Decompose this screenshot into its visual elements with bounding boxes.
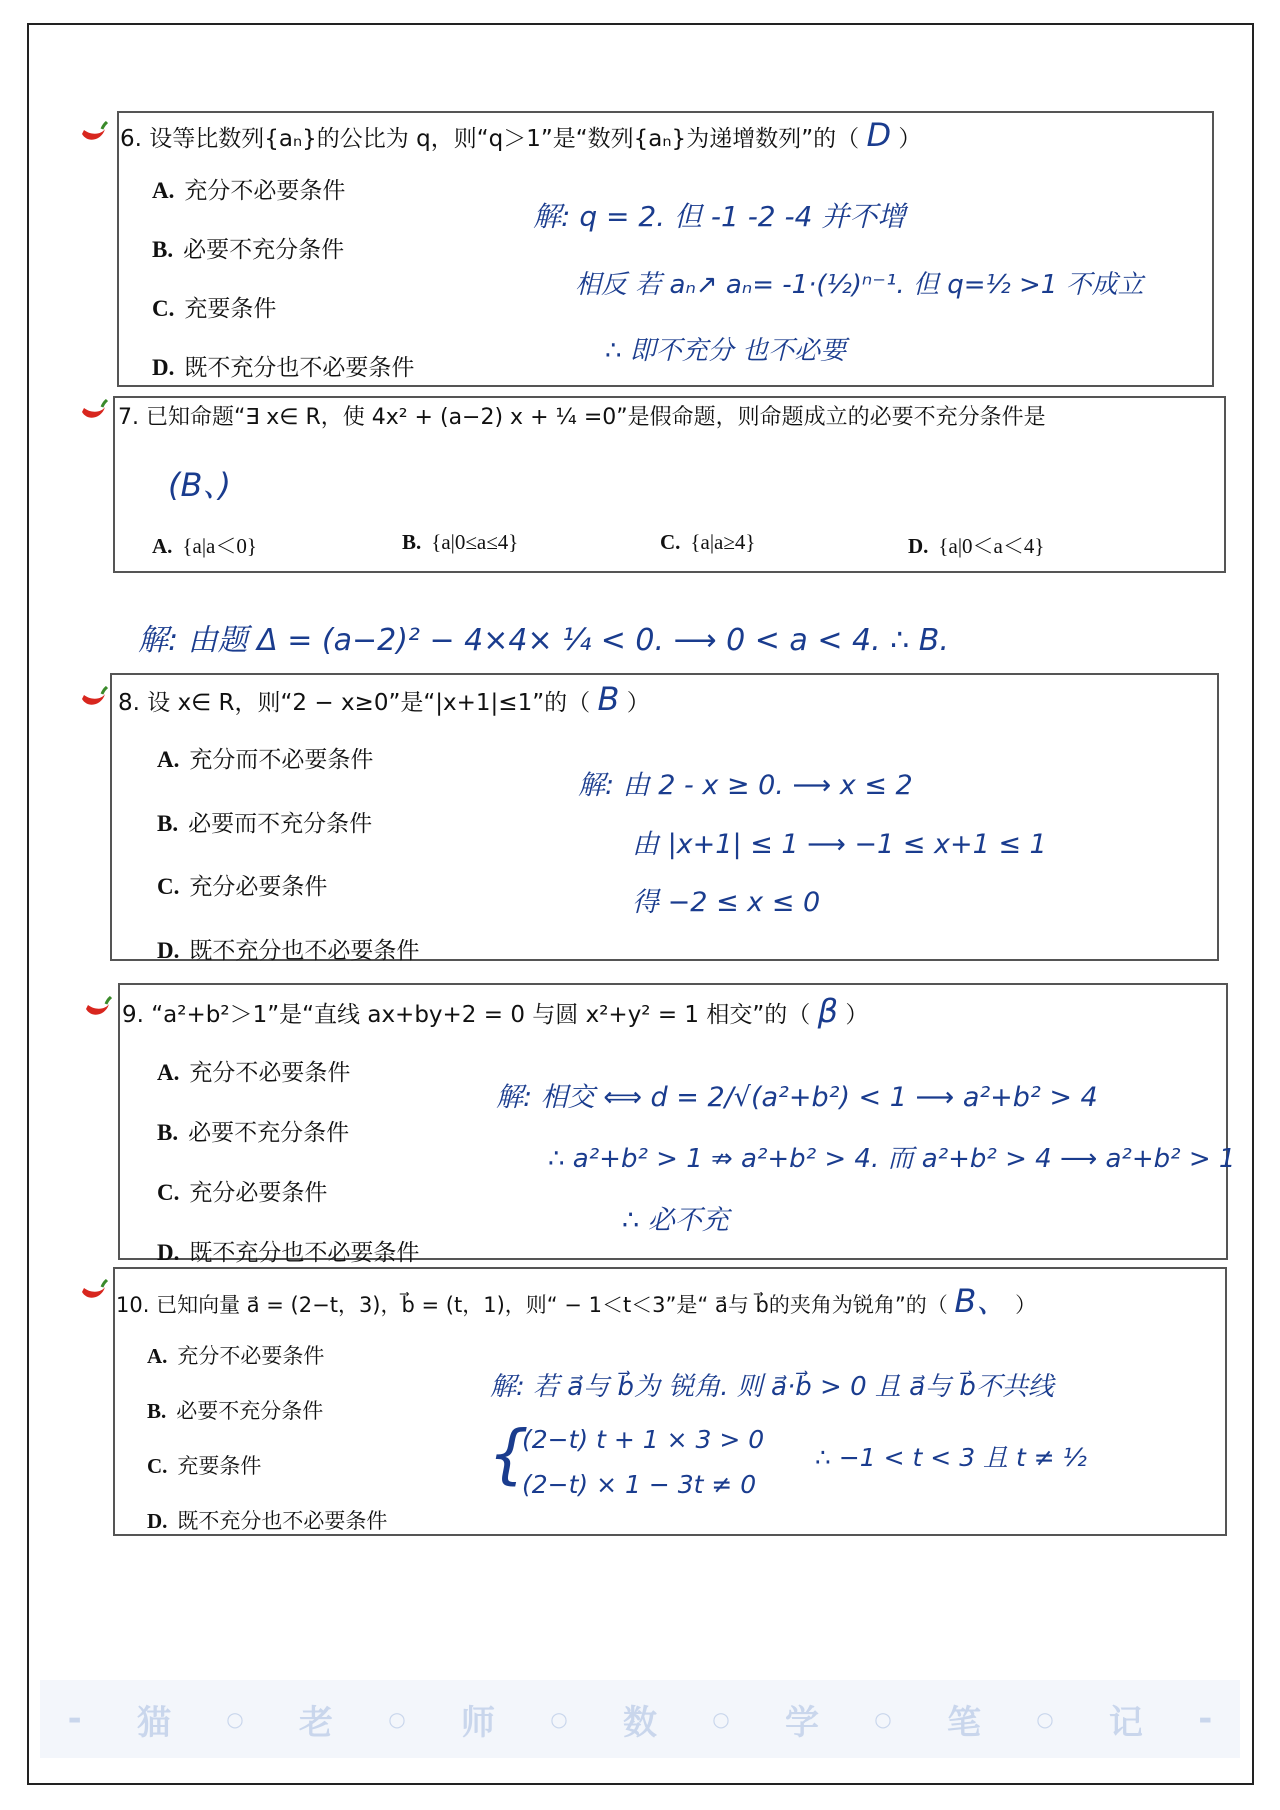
- chili-pepper-icon: [78, 398, 108, 422]
- option-label: B.: [152, 237, 174, 262]
- watermark-band: [40, 1680, 1240, 1758]
- option-b: [157, 805, 372, 838]
- watermark-char: ○: [1036, 1707, 1054, 1731]
- option-label: B.: [402, 530, 422, 554]
- close-paren: ）: [845, 1002, 869, 1028]
- watermark-char: 猫: [137, 1702, 172, 1743]
- option-c: [147, 1450, 261, 1480]
- close-paren: ）: [898, 126, 922, 152]
- handwritten-solution-line: (2−t) × 1 − 3t ≠ 0: [522, 1470, 757, 1499]
- question-8-stem: [118, 680, 650, 718]
- option-label: D.: [147, 1509, 168, 1533]
- option-text: {a|a≥4}: [690, 530, 756, 554]
- option-label: D.: [908, 534, 929, 558]
- option-label: A.: [152, 178, 175, 203]
- handwritten-answer: (B、): [168, 466, 231, 504]
- question-stem-text: 8. 设 x∈ R，则“2 − x≥0”是“|x+1|≤1”的（: [118, 690, 591, 716]
- chili-pepper-icon: [78, 120, 108, 144]
- option-d: [152, 349, 414, 382]
- option-text: 充分而不必要条件: [189, 747, 374, 773]
- option-label: B.: [157, 811, 179, 836]
- option-text: {a|a＜0}: [182, 534, 257, 558]
- handwritten-solution-line: 解: 由题 Δ = (a−2)² − 4×4× ¼ < 0. ⟶ 0 < a < 4. ∴ B.: [138, 623, 949, 658]
- option-text: 充分不必要条件: [184, 178, 346, 204]
- handwritten-answer: β: [817, 992, 839, 1030]
- handwritten-answer: D: [866, 116, 892, 154]
- handwritten-solution-line: 解: 由 2 - x ≥ 0. ⟶ x ≤ 2: [578, 770, 913, 801]
- option-text: 充要条件: [184, 296, 277, 322]
- option-a: [152, 172, 345, 205]
- option-text: 既不充分也不必要条件: [184, 355, 415, 381]
- option-label: C.: [147, 1454, 168, 1478]
- option-a: [157, 1054, 350, 1087]
- option-text: 必要而不充分条件: [188, 811, 373, 837]
- option-text: 充分不必要条件: [189, 1060, 351, 1086]
- option-c: [152, 290, 276, 323]
- option-text: 必要不充分条件: [176, 1399, 324, 1423]
- option-text: 既不充分也不必要条件: [189, 938, 420, 964]
- handwritten-solution-line: 相反 若 aₙ↗ aₙ= -1·(½)ⁿ⁻¹. 但 q=½ >1 不成立: [575, 270, 1144, 300]
- question-10-stem: [116, 1276, 1036, 1322]
- option-text: 充要条件: [177, 1454, 262, 1478]
- option-label: D.: [157, 1240, 180, 1265]
- option-b: [402, 530, 518, 555]
- watermark-char: ○: [226, 1707, 244, 1731]
- option-b: [157, 1114, 349, 1147]
- handwritten-solution-line: ∴ 必不充: [622, 1205, 729, 1236]
- question-stem-text: 9. “a²+b²＞1”是“直线 ax+by+2 = 0 与圆 x²+y² = 1 相交”的（: [122, 1002, 811, 1028]
- question-stem-text: 6. 设等比数列{aₙ}的公比为 q，则“q＞1”是“数列{aₙ}为递增数列”的（: [120, 126, 860, 152]
- question-7-stem: 7. 已知命题“∃ x∈ R，使 4x² + (a−2) x + ¼ =0”是假命题，则命题成立的必要不充分条件是: [118, 405, 1046, 430]
- option-a: [152, 530, 257, 560]
- handwritten-solution-line: ∴ a²+b² > 1 ⇏ a²+b² > 4. 而 a²+b² > 4 ⟶ a²+b² > 1: [548, 1144, 1236, 1174]
- option-d: [157, 1234, 419, 1267]
- option-label: A.: [157, 747, 180, 772]
- option-c: [660, 530, 755, 555]
- watermark-char: -: [67, 1699, 82, 1739]
- watermark-char: 学: [784, 1702, 819, 1743]
- watermark-char: ○: [388, 1707, 406, 1731]
- option-label: B.: [147, 1399, 167, 1423]
- option-label: C.: [152, 296, 175, 321]
- watermark-char: 记: [1108, 1702, 1143, 1743]
- option-text: 充分必要条件: [189, 1180, 328, 1206]
- option-text: 既不充分也不必要条件: [189, 1240, 420, 1266]
- handwritten-solution-line: 解: 相交 ⟺ d = 2/√(a²+b²) < 1 ⟶ a²+b² > 4: [496, 1082, 1098, 1113]
- option-label: D.: [157, 938, 180, 963]
- option-label: D.: [152, 355, 175, 380]
- option-d: [908, 530, 1044, 560]
- question-stem-text: 10. 已知向量 a⃗ = (2−t，3)，b⃗ = (t，1)，则“ − 1＜t＜3”是“ a⃗与 b⃗的夹角为锐角”的（: [116, 1293, 948, 1317]
- option-b: [152, 231, 344, 264]
- option-text: {a|0≤a≤4}: [431, 530, 519, 554]
- option-text: 既不充分也不必要条件: [177, 1509, 388, 1533]
- option-text: 充分不必要条件: [177, 1344, 325, 1368]
- watermark-char: ○: [550, 1707, 568, 1731]
- option-b: [147, 1395, 323, 1425]
- option-a: [157, 741, 373, 774]
- handwritten-brace: {: [488, 1418, 529, 1492]
- option-label: C.: [157, 874, 180, 899]
- option-c: [157, 1174, 327, 1207]
- option-label: C.: [157, 1180, 180, 1205]
- handwritten-solution-line: 得 −2 ≤ x ≤ 0: [632, 887, 821, 918]
- handwritten-solution-line: 解: 若 a⃗与 b⃗为 锐角. 则 a⃗·b⃗ > 0 且 a⃗与 b⃗不共线: [490, 1372, 1054, 1402]
- option-text: 充分必要条件: [189, 874, 328, 900]
- question-9-stem: [122, 992, 868, 1030]
- watermark-char: 笔: [946, 1702, 981, 1743]
- watermark-char: 老: [299, 1702, 333, 1743]
- option-d: [147, 1505, 387, 1535]
- watermark-char: -: [1198, 1699, 1213, 1739]
- option-text: 必要不充分条件: [183, 237, 345, 263]
- option-a: [147, 1340, 324, 1370]
- handwritten-solution-line: (2−t) t + 1 × 3 > 0: [522, 1425, 765, 1454]
- close-paren: ）: [626, 690, 650, 716]
- chili-pepper-icon: [78, 685, 108, 709]
- chili-pepper-icon: [78, 1278, 108, 1302]
- handwritten-answer: B: [597, 680, 620, 718]
- option-label: A.: [157, 1060, 180, 1085]
- watermark-char: 数: [622, 1702, 657, 1743]
- option-d: [157, 932, 419, 965]
- watermark-char: ○: [874, 1707, 892, 1731]
- option-c: [157, 868, 327, 901]
- handwritten-answer: B、: [954, 1282, 1009, 1320]
- handwritten-solution-line: 解: q = 2. 但 -1 -2 -4 并不增: [533, 200, 906, 233]
- handwritten-solution-line: ∴ −1 < t < 3 且 t ≠ ½: [815, 1443, 1087, 1472]
- option-text: 必要不充分条件: [188, 1120, 350, 1146]
- option-text: {a|0＜a＜4}: [938, 534, 1045, 558]
- watermark-char: ○: [712, 1707, 730, 1731]
- option-label: B.: [157, 1120, 179, 1145]
- chili-pepper-icon: [82, 995, 112, 1019]
- handwritten-solution-line: ∴ 即不充分 也不必要: [605, 336, 847, 366]
- option-label: A.: [152, 534, 173, 558]
- handwritten-solution-line: 由 |x+1| ≤ 1 ⟶ −1 ≤ x+1 ≤ 1: [632, 829, 1047, 860]
- close-paren: ）: [1015, 1293, 1037, 1317]
- option-label: C.: [660, 530, 681, 554]
- question-6-stem: [120, 116, 921, 154]
- watermark-char: 师: [460, 1702, 495, 1743]
- option-label: A.: [147, 1344, 168, 1368]
